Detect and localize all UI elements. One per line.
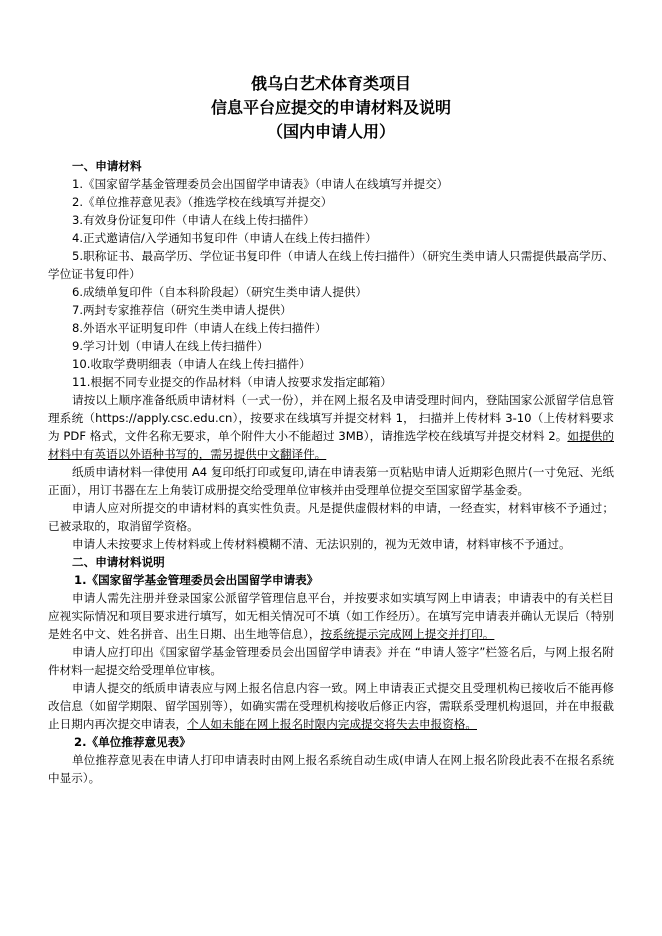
paragraph-consistency xyxy=(48,679,614,733)
list-item: 4.正式邀请信/入学通知书复印件（申请人在线上传扫描件） xyxy=(72,231,377,245)
list-item: 7.两封专家推荐信（研究生类申请人提供） xyxy=(72,303,292,317)
section-1-heading: 一、申请材料 xyxy=(72,159,142,173)
subsection-1-heading: 1.《国家留学基金管理委员会出国留学申请表》 xyxy=(74,573,319,587)
section-2-heading: 二、申请材料说明 xyxy=(72,555,165,569)
paragraph-text: 申请人提交的纸质申请表应与网上报名信息内容一致。网上申请表正式提交且受理机构已接收后不能再修改信息（如留学期限、留学国别等），如确实需在受理机构接收后修正内容，需联系受理机构退回，并在申报截止日期内再次提交申请表， xyxy=(48,681,614,731)
list-item: 2.《单位推荐意见表》（推选学校在线填写并提交） xyxy=(72,195,333,209)
underlined-note: 如提供的材料中有英语以外语种书写的，需另提供中文翻译件。 xyxy=(48,429,614,461)
list-item: 10.收取学费明细表（申请人在线上传扫描件） xyxy=(72,357,311,371)
list-item: 3.有效身份证复印件（申请人在线上传扫描件） xyxy=(72,213,315,227)
list-item: 9.学习计划（申请人在线上传扫描件） xyxy=(72,339,269,353)
list-item: 5.职称证书、最高学历、学位证书复印件（申请人在线上传扫描件）（研究生类申请人只需提供最高学历、学位证书复印件） xyxy=(48,249,614,281)
paragraph-invalid-upload: 申请人未按要求上传材料或上传材料模糊不清、无法识别的，视为无效申请，材料审核不予通过。 xyxy=(72,537,571,551)
title-line-3: （国内申请人用） xyxy=(266,122,395,141)
subsection-2-heading: 2.《单位推荐意见表》 xyxy=(74,735,191,749)
document-body xyxy=(48,157,614,787)
list-item: 1.《国家留学基金管理委员会出国留学申请表》（申请人在线填写并提交） xyxy=(72,177,449,191)
list-item: 11.根据不同专业提交的作品材料（申请人按要求发指定邮箱） xyxy=(72,375,392,389)
paragraph-text: 请按以上顺序准备纸质申请材料（一式一份），并在网上报名及申请受理时间内，登陆国家公派留学信息管理系统（https://apply.csc.edu.cn），按要求在线填写并提交材料 1， 扫描并上传材料 3-10（上传材料要求为 PDF 格式，文件名称无要求，单个附件大小不能超过 3MB），请推选学校在线填写并提交材料 2。 xyxy=(48,393,614,443)
paragraph-print-sign: 申请人应打印出《国家留学基金管理委员会出国留学申请表》并在 “申请人签字”栏签名后，与网上报名附件材料一起提交给受理单位审核。 xyxy=(48,645,614,677)
paragraph-paper-materials: 纸质申请材料一律使用 A4 复印纸打印或复印,请在申请表第一页粘贴申请人近期彩色照片(一寸免冠、光纸正面），用订书器在左上角装订成册提交给受理单位审核并由受理单位提交至国家留学基金委。 xyxy=(48,465,614,497)
list-item: 8.外语水平证明复印件（申请人在线上传扫描件） xyxy=(72,321,327,335)
paragraph-authenticity: 申请人应对所提交的申请材料的真实性负责。凡是提供虚假材料的申请，一经查实，材料审核不予通过；已被录取的，取消留学资格。 xyxy=(48,501,614,533)
title-line-2: 信息平台应提交的申请材料及说明 xyxy=(210,98,451,117)
paragraph-register xyxy=(48,589,614,643)
underlined-note: 个人如未能在网上报名时限内完成提交将失去申报资格。 xyxy=(187,717,477,731)
title-line-1: 俄乌白艺术体育类项目 xyxy=(250,74,411,93)
paragraph-text: 申请人需先注册并登录国家公派留学管理信息平台，并按要求如实填写网上申请表；申请表中的有关栏目应视实际情况和项目要求进行填写，如无相关情况可不填（如工作经历）。在填写完申请表并确认无误后（特别是姓名中文、姓名拼音、出生日期、出生地等信息）， xyxy=(48,591,614,641)
list-item: 6.成绩单复印件（自本科阶段起）（研究生类申请人提供） xyxy=(72,285,368,299)
paragraph-submission xyxy=(48,391,614,463)
underlined-note: 按系统提示完成网上提交并打印。 xyxy=(320,627,495,641)
paragraph-recommendation-form: 单位推荐意见表在申请人打印申请表时由网上报名系统自动生成(申请人在网上报名阶段此表不在报名系统中显示）。 xyxy=(48,753,614,785)
title-block xyxy=(0,72,662,144)
